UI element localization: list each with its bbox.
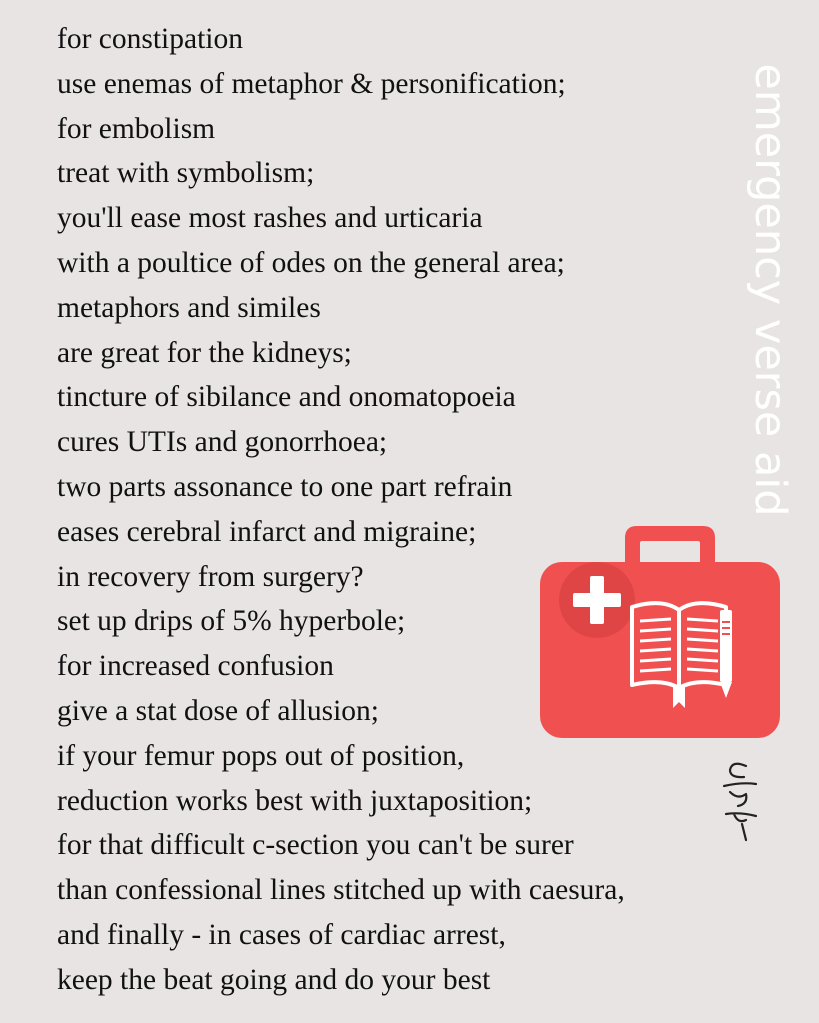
poem-line: eases cerebral infarct and migraine; (57, 515, 477, 548)
poem-line: give a stat dose of allusion; (57, 694, 379, 727)
poem-line: cures UTIs and gonorrhoea; (57, 426, 388, 459)
signature (716, 758, 762, 844)
poem-line: are great for the kidneys; (57, 336, 352, 369)
poem-line: use enemas of metaphor & personification; (57, 67, 566, 100)
poem-line: two parts assonance to one part refrain (57, 470, 513, 503)
poem-line: if your femur pops out of position, (57, 739, 465, 772)
poem-line: than confessional lines stitched up with caesura, (57, 874, 625, 907)
poem-line: for increased confusion (57, 650, 334, 683)
poem-line: for that difficult c-section you can't be surer (57, 829, 574, 862)
poem-line: for constipation (57, 23, 243, 55)
poem-line: set up drips of 5% hyperbole; (57, 605, 406, 638)
poem-line: with a poultice of odes on the general area; (57, 246, 565, 279)
poem-line: in recovery from surgery? (57, 560, 364, 593)
poem-line: tincture of sibilance and onomatopoeia (57, 381, 516, 414)
poem-line: reduction works best with juxtaposition; (57, 784, 533, 817)
poem-line: you'll ease most rashes and urticaria (57, 202, 483, 235)
medical-cross-icon (559, 562, 635, 638)
side-title: emergency verse aid (745, 63, 795, 517)
poem-line: and finally - in cases of cardiac arrest, (57, 918, 506, 951)
poem-line: keep the beat going and do your best (57, 963, 491, 996)
poem-line: metaphors and similes (57, 291, 321, 324)
pencil-icon (720, 610, 732, 698)
poem-line: for embolism (57, 112, 216, 145)
poem-line: treat with symbolism; (57, 157, 315, 190)
first-aid-kit-icon (540, 510, 780, 740)
